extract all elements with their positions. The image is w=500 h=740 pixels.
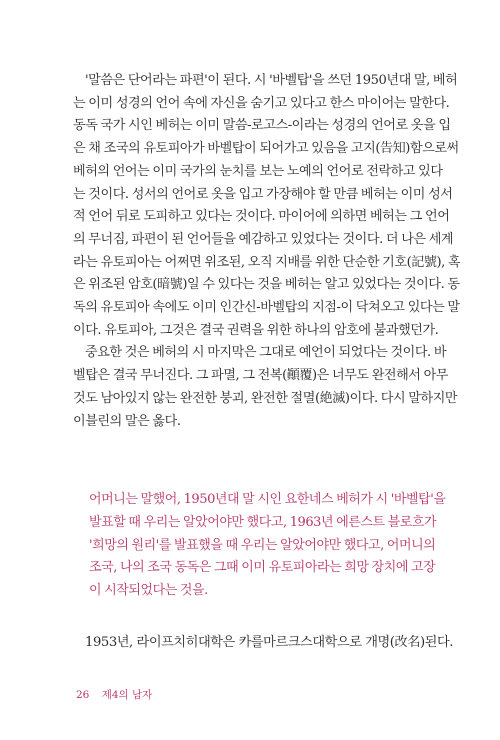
quote-line: 조국, 나의 조국 동독은 그때 이미 유토피아라는 희망 장치에 고장 bbox=[89, 560, 436, 576]
quote-line: '희망의 원리'를 발표했을 때 우리는 알았어야만 했다고, 어머니의 bbox=[89, 537, 436, 553]
text-line: 은 위조된 암호(暗號)일 수 있다는 것을 베허는 알고 있었다는 것이다. 동 bbox=[73, 277, 460, 293]
page-footer bbox=[76, 687, 152, 702]
quote-line: 어머니는 말했어, 1950년대 말 시인 요한네스 베허가 시 '바벨탑'을 bbox=[89, 492, 446, 507]
text-line: 는 이미 성경의 언어 속에 자신을 숨기고 있다고 한스 마이어는 말한다. bbox=[73, 95, 450, 111]
text-line: 적 언어 뒤로 도피하고 있다는 것이다. 마이어에 의하면 베허는 그 언어 bbox=[73, 209, 450, 225]
page-number: 26 bbox=[76, 689, 90, 701]
text-line: 는 것이다. 성서의 언어로 옷을 입고 가장해야 할 만큼 베허는 이미 성서 bbox=[73, 186, 453, 202]
text-line: 것도 남아있지 않는 완전한 붕괴, 완전한 절멸(絶滅)이다. 다시 말하지만 bbox=[73, 390, 458, 406]
text-line: 벨탑은 결국 무너진다. 그 파멸, 그 전복(顚覆)은 너무도 완전해서 아무 bbox=[73, 368, 449, 384]
text-line: 베허의 언어는 이미 국가의 눈치를 보는 노예의 언어로 전락하고 있다 bbox=[73, 163, 443, 179]
quote-line: 발표할 때 우리는 알았어야만 했다고, 1963년 에른스트 블로흐가 bbox=[89, 514, 437, 530]
paragraph-1 bbox=[73, 70, 461, 342]
main-body-text bbox=[73, 70, 461, 433]
text-line: 은 채 조국의 유토피아가 바벨탑이 되어가고 있음을 고지(告知)함으로써 bbox=[73, 141, 459, 157]
running-title: 제4의 남자 bbox=[101, 689, 153, 701]
text-line: '말씀은 단어라는 파편'이 된다. 시 '바벨탑'을 쓰던 1950년대 말, 베허 bbox=[85, 73, 458, 88]
quote-block bbox=[89, 489, 446, 603]
text-line: 독의 유토피아 속에도 이미 인간신-바벨탑의 지점-이 닥쳐오고 있다는 말 bbox=[73, 300, 460, 316]
text-line: 의 무너짐, 파편이 된 언어들을 예감하고 있었다는 것이다. 더 나은 세계 bbox=[73, 231, 454, 247]
text-line: 중요한 것은 베허의 시 마지막은 그대로 예언이 되었다는 것이다. 바 bbox=[85, 345, 447, 361]
text-line: 이블린의 말은 옳다. bbox=[73, 413, 181, 429]
text-line: 이다. 유토피아, 그것은 결국 권력을 위한 하나의 암호에 불과했던가. bbox=[73, 322, 439, 338]
closing-sentence: 1953년, 라이프치히대학은 카를마르크스대학으로 개명(改名)된다. bbox=[85, 635, 453, 650]
text-line: 동독 국가 시인 베허는 이미 말씀-로고스-이라는 성경의 언어로 옷을 입 bbox=[73, 118, 451, 134]
quote-line: 이 시작되었다는 것을. bbox=[89, 583, 208, 599]
text-line: 라는 유토피아는 어쩌면 위조된, 오직 지배를 위한 단순한 기호(記號), 혹 bbox=[73, 254, 461, 270]
paragraph-2 bbox=[73, 342, 458, 433]
